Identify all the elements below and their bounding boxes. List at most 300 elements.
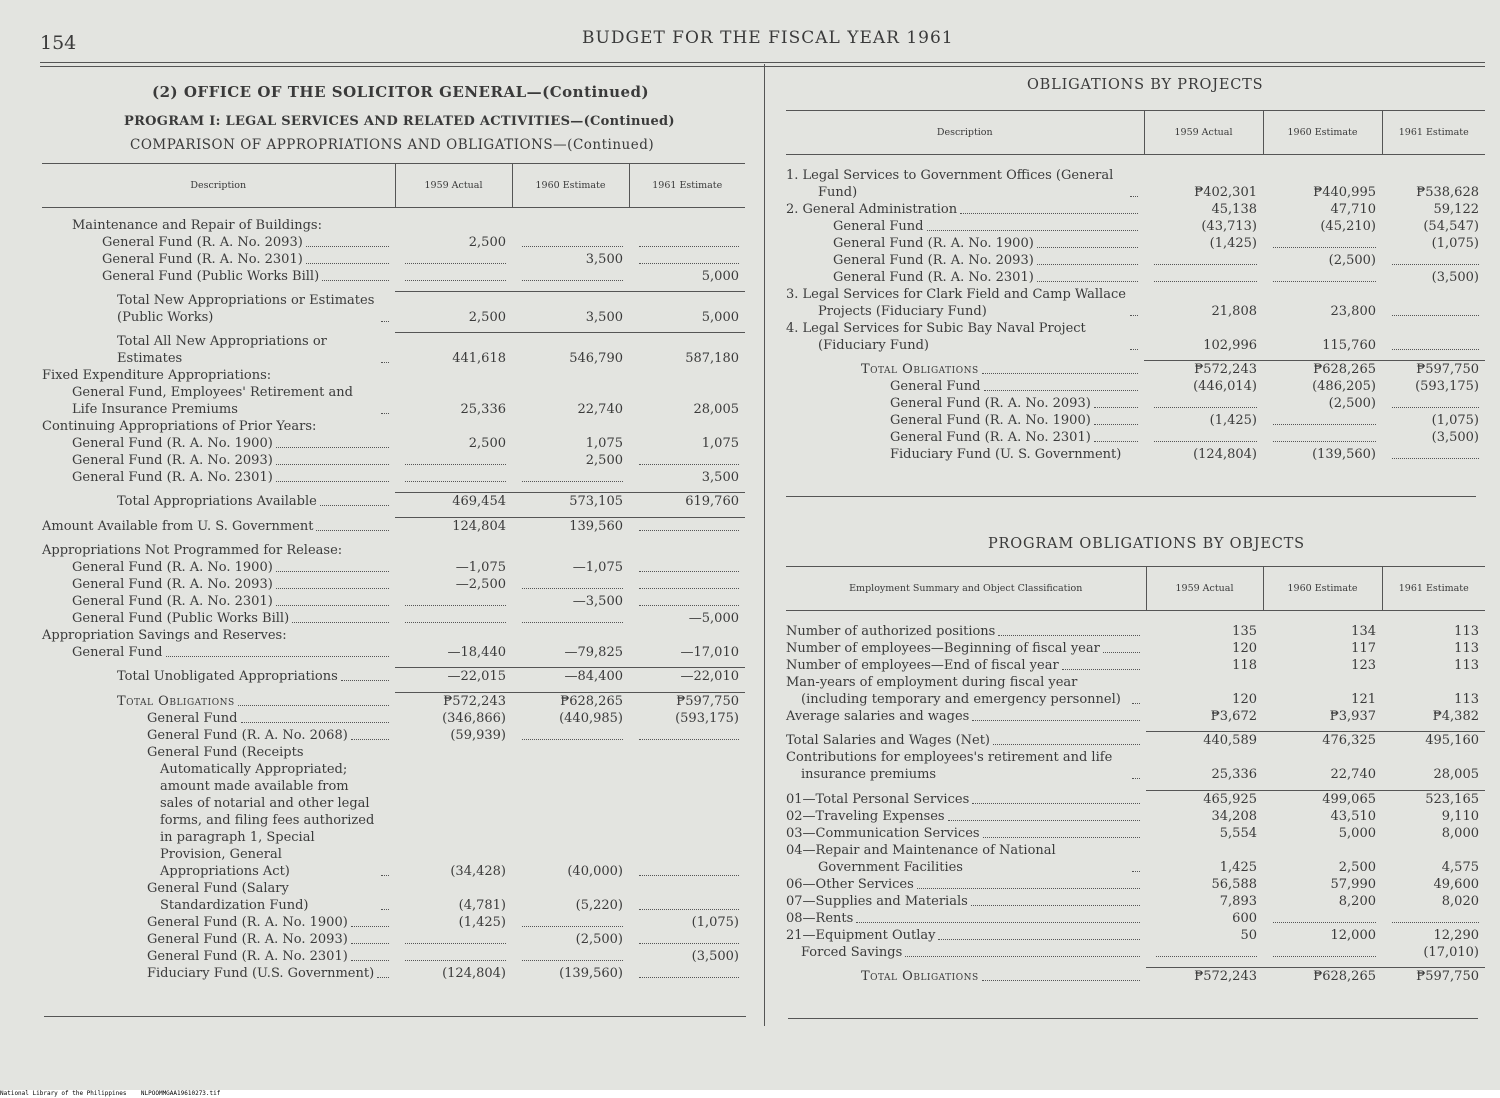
row-label: General Fund (R. A. No. 2301): [72, 469, 273, 485]
table-row: [786, 167, 1485, 201]
row-label: General Fund (R. A. No. 2301): [147, 948, 348, 964]
cell-value: ₱3,937: [1329, 708, 1376, 724]
cell-value: [629, 234, 745, 251]
leader-dots: [972, 720, 1140, 721]
row-label: Total All New Appropriations or Estimates: [117, 333, 327, 366]
cell-value: (54,547): [1423, 218, 1479, 234]
cell-value: [629, 251, 745, 268]
table-row: [786, 657, 1485, 674]
table-row: [786, 910, 1485, 927]
table-row: [42, 644, 745, 661]
cell-value: [512, 469, 629, 486]
cell-value: 573,105: [512, 493, 629, 511]
leader-dots: [306, 263, 389, 264]
table-row: [786, 640, 1485, 657]
empty-cell-dots: [1273, 441, 1376, 442]
empty-cell-dots: [639, 246, 739, 247]
cell-value: (346,866): [442, 710, 506, 726]
row-label: Continuing Appropriations of Prior Years:: [42, 418, 317, 434]
cell-value: (1,075): [1431, 413, 1479, 428]
table-row: [786, 732, 1485, 750]
cell-value: 2,500: [395, 292, 512, 326]
leader-dots: [351, 739, 389, 740]
table-row: [786, 808, 1485, 825]
leader-dots: [351, 943, 389, 944]
table-row: [42, 452, 745, 469]
cell-value: 619,760: [629, 493, 745, 511]
column-header: Employment Summary and Object Classification: [786, 567, 1146, 611]
projects-title: OBLIGATIONS BY PROJECTS: [1027, 77, 1264, 93]
cell-value: 4,575: [1441, 859, 1479, 875]
left-bottom-rule: [44, 1016, 746, 1017]
cell-value: [512, 727, 629, 744]
cell-value: 495,160: [1382, 732, 1485, 750]
row-label: 1. Legal Services to Government Offices (General Fund): [786, 167, 1114, 200]
cell-value: 2,500: [468, 435, 506, 451]
table-row: [786, 790, 1485, 808]
cell-value: [629, 217, 745, 234]
cell-value: 499,065: [1263, 790, 1382, 808]
cell-value: [512, 418, 629, 435]
table-row: [786, 378, 1485, 395]
cell-value: (1,075): [1431, 235, 1479, 251]
cell-value: [1382, 910, 1485, 927]
cell-value: (3,500): [691, 948, 739, 964]
empty-cell-dots: [1273, 956, 1376, 957]
cell-value: 22,740: [577, 401, 623, 417]
cell-value: —5,000: [688, 610, 739, 626]
leader-dots: [320, 505, 389, 506]
cell-value: 115,760: [1322, 337, 1376, 353]
table-row: [42, 384, 745, 418]
cell-value: 1,075: [701, 435, 739, 451]
cell-value: 28,005: [1433, 767, 1479, 782]
leader-dots: [948, 820, 1140, 821]
row-label: Fixed Expenditure Appropriations:: [42, 367, 272, 383]
leader-dots: [1132, 871, 1140, 872]
table-row: [786, 893, 1485, 910]
cell-value: [512, 542, 629, 559]
empty-cell-dots: [639, 943, 739, 944]
cell-value: 9,110: [1441, 808, 1479, 824]
empty-cell-dots: [1392, 458, 1479, 459]
cell-value: 118: [1232, 657, 1257, 673]
empty-cell-dots: [405, 481, 506, 482]
column-header: 1961 Estimate: [629, 164, 745, 208]
cell-value: [1382, 286, 1485, 320]
cell-value: 21,808: [1211, 303, 1257, 319]
table-row: [42, 744, 745, 880]
table-row: [42, 234, 745, 251]
table-row: [786, 286, 1485, 320]
empty-cell-dots: [405, 263, 506, 264]
table-row: [42, 559, 745, 576]
empty-cell-dots: [405, 960, 506, 961]
cell-value: ₱597,750: [629, 692, 745, 710]
row-label: 02—Traveling Expenses: [786, 808, 945, 824]
cell-value: 7,893: [1219, 893, 1257, 909]
cell-value: (2,500): [1328, 396, 1376, 411]
empty-cell-dots: [639, 588, 739, 589]
cell-value: [629, 452, 745, 469]
cell-value: 45,138: [1211, 201, 1257, 217]
leader-dots: [381, 321, 389, 322]
table-row: [786, 708, 1485, 725]
cell-value: [1382, 252, 1485, 269]
footer-file: NLPOOMMGAA19610273.tif: [140, 1090, 221, 1097]
leader-dots: [351, 926, 389, 927]
cell-value: [512, 268, 629, 285]
empty-cell-dots: [522, 926, 623, 927]
objects-bottom-rule: [788, 1018, 1478, 1019]
cell-value: 50: [1240, 927, 1257, 943]
cell-value: ₱628,265: [1263, 968, 1382, 986]
footer-source: National Library of the Philippines: [0, 1090, 127, 1097]
table-row: [786, 218, 1485, 235]
cell-value: [1382, 395, 1485, 412]
table-row: [786, 201, 1485, 218]
row-label: 04—Repair and Maintenance of National Government Facilities: [786, 842, 1056, 875]
cell-value: [1144, 252, 1263, 269]
cell-value: 2,500: [585, 452, 623, 468]
cell-value: 12,290: [1433, 927, 1479, 943]
empty-cell-dots: [1154, 281, 1257, 282]
cell-value: [629, 727, 745, 744]
leader-dots: [316, 530, 389, 531]
leader-dots: [1037, 247, 1138, 248]
table-row: [42, 435, 745, 452]
row-label: General Fund (R. A. No. 2093): [890, 396, 1091, 411]
projects-table: [786, 110, 1485, 463]
cell-value: 56,588: [1211, 876, 1257, 892]
cell-value: 2,500: [468, 234, 506, 250]
cell-value: 3,500: [701, 469, 739, 485]
table-row: [42, 727, 745, 744]
cell-value: [629, 627, 745, 644]
table-row: [786, 825, 1485, 842]
table-row: [42, 268, 745, 285]
table-row: [42, 692, 745, 710]
leader-dots: [1094, 424, 1138, 425]
cell-value: 3,500: [585, 251, 623, 267]
cell-value: —22,010: [629, 668, 745, 686]
cell-value: (40,000): [567, 863, 623, 879]
empty-cell-dots: [639, 530, 739, 531]
row-label: General Fund (R. A. No. 2301): [833, 269, 1034, 285]
cell-value: (3,500): [1431, 269, 1479, 285]
column-header: Description: [42, 164, 395, 208]
cell-value: ₱4,382: [1432, 708, 1479, 724]
table-row: [786, 446, 1485, 463]
table-row: [786, 876, 1485, 893]
objects-table: [786, 566, 1485, 985]
cell-value: 8,000: [1441, 825, 1479, 841]
leader-dots: [292, 622, 389, 623]
cell-value: [1382, 446, 1485, 463]
cell-value: 120: [1232, 640, 1257, 656]
empty-cell-dots: [1392, 349, 1479, 350]
empty-cell-dots: [1392, 407, 1479, 408]
cell-value: 587,180: [629, 333, 745, 367]
cell-value: 22,740: [1330, 767, 1376, 782]
cell-value: [1263, 269, 1382, 286]
cell-value: [395, 469, 512, 486]
empty-cell-dots: [639, 875, 739, 876]
leader-dots: [276, 447, 389, 448]
row-label: General Fund (R. A. No. 1900): [72, 559, 273, 575]
row-label: Appropriations Not Programmed for Release:: [42, 542, 343, 558]
table-row: [786, 320, 1485, 354]
cell-value: 34,208: [1211, 808, 1257, 824]
cell-value: [1263, 910, 1382, 927]
empty-cell-dots: [522, 280, 623, 281]
empty-cell-dots: [1273, 247, 1376, 248]
row-label: General Fund: [147, 710, 238, 726]
empty-cell-dots: [1154, 407, 1257, 408]
row-label: General Fund (R. A. No. 2301): [102, 251, 303, 267]
cell-value: 546,790: [512, 333, 629, 367]
empty-cell-dots: [1156, 956, 1257, 957]
cell-value: [395, 418, 512, 435]
row-label: General Fund, Employees' Retirement and Life Insurance Premiums: [72, 384, 353, 417]
table-row: [42, 948, 745, 965]
cell-value: (4,781): [458, 897, 506, 913]
cell-value: [1263, 235, 1382, 252]
empty-cell-dots: [639, 263, 739, 264]
leader-dots: [938, 939, 1140, 940]
cell-value: 123: [1351, 657, 1376, 673]
cell-value: 120: [1232, 691, 1257, 707]
cell-value: [1146, 944, 1263, 961]
table-row: [42, 251, 745, 268]
column-header: Description: [786, 111, 1144, 155]
row-label: General Fund: [890, 379, 981, 394]
cell-value: (139,560): [1312, 447, 1376, 462]
cell-value: (1,425): [1209, 413, 1257, 428]
cell-value: 43,510: [1330, 808, 1376, 824]
empty-cell-dots: [522, 588, 623, 589]
leader-dots: [1130, 315, 1138, 316]
row-label: Amount Available from U. S. Government: [42, 518, 314, 534]
cell-value: [395, 217, 512, 234]
row-label: Contributions for employees's retirement and life insurance premiums: [786, 750, 1113, 782]
cell-value: (486,205): [1312, 379, 1376, 394]
row-label: Maintenance and Repair of Buildings:: [72, 217, 322, 233]
cell-value: 59,122: [1433, 201, 1479, 217]
leader-dots: [1130, 196, 1138, 197]
cell-value: —79,825: [564, 644, 623, 660]
cell-value: —1,075: [455, 559, 506, 575]
leader-dots: [1037, 281, 1138, 282]
cell-value: 121: [1351, 691, 1376, 707]
row-label: General Fund (R. A. No. 2093): [833, 252, 1034, 268]
cell-value: [395, 948, 512, 965]
cell-value: (1,075): [691, 914, 739, 930]
leader-dots: [927, 230, 1139, 231]
cell-value: ₱572,243: [395, 692, 512, 710]
table-row: [42, 217, 745, 234]
cell-value: [1144, 269, 1263, 286]
table-row: [42, 627, 745, 644]
empty-cell-dots: [405, 605, 506, 606]
row-label: General Fund (R. A. No. 1900): [833, 235, 1034, 251]
empty-cell-dots: [1273, 281, 1376, 282]
leader-dots: [993, 744, 1140, 745]
leader-dots: [276, 464, 389, 465]
leader-dots: [1094, 407, 1138, 408]
row-label: Fiduciary Fund (U.S. Government): [147, 965, 375, 981]
table-row: [42, 710, 745, 727]
empty-cell-dots: [405, 622, 506, 623]
column-header: 1959 Actual: [395, 164, 512, 208]
cell-value: ₱597,750: [1382, 361, 1485, 379]
leader-dots: [984, 390, 1139, 391]
row-label: General Fund (R. A. No. 1900): [147, 914, 348, 930]
header-rule: [40, 62, 1485, 63]
cell-value: ₱572,243: [1144, 361, 1263, 379]
table-row: [42, 610, 745, 627]
leader-dots: [972, 803, 1140, 804]
row-label: Fiduciary Fund (U. S. Government): [890, 447, 1122, 462]
table-row: [786, 395, 1485, 412]
cell-value: 25,336: [460, 401, 506, 417]
cell-value: ₱597,750: [1382, 968, 1485, 986]
leader-dots: [1132, 778, 1140, 779]
cell-value: —2,500: [455, 576, 506, 592]
cell-value: 8,020: [1441, 893, 1479, 909]
table-row: [42, 914, 745, 931]
column-header: 1960 Estimate: [512, 164, 629, 208]
row-label: 03—Communication Services: [786, 825, 980, 841]
table-row: [42, 367, 745, 384]
cell-value: [629, 744, 745, 880]
empty-cell-dots: [522, 739, 623, 740]
leader-dots: [917, 888, 1140, 889]
leader-dots: [905, 956, 1140, 957]
empty-cell-dots: [1273, 922, 1376, 923]
row-label: Number of employees—Beginning of fiscal year: [786, 640, 1100, 656]
cell-value: (45,210): [1320, 218, 1376, 234]
table-row: [786, 749, 1485, 783]
table-row: [42, 668, 745, 686]
cell-value: 134: [1351, 623, 1376, 639]
table-row: [42, 517, 745, 535]
cell-value: —84,400: [512, 668, 629, 686]
cell-value: (440,985): [559, 710, 623, 726]
cell-value: [395, 627, 512, 644]
table-row: [786, 674, 1485, 708]
objects-title: PROGRAM OBLIGATIONS BY OBJECTS: [988, 536, 1305, 552]
leader-dots: [351, 960, 389, 961]
table-row: [786, 842, 1485, 876]
cell-value: [1263, 944, 1382, 961]
table-row: [42, 292, 745, 326]
leader-dots: [276, 571, 389, 572]
empty-cell-dots: [1273, 424, 1376, 425]
cell-value: [512, 217, 629, 234]
cell-value: 57,990: [1330, 876, 1376, 892]
cell-value: ₱440,995: [1313, 184, 1376, 200]
row-label: General Fund (R. A. No. 2301): [72, 593, 273, 609]
cell-value: —17,010: [680, 644, 739, 660]
cell-value: (2,500): [575, 931, 623, 947]
cell-value: 469,454: [395, 493, 512, 511]
empty-cell-dots: [405, 943, 506, 944]
cell-value: [395, 593, 512, 610]
cell-value: [395, 367, 512, 384]
row-label: 3. Legal Services for Clark Field and Camp Wallace Projects (Fiduciary Fund): [786, 286, 1126, 319]
leader-dots: [381, 413, 389, 414]
cell-value: ₱572,243: [1146, 968, 1263, 986]
table-row: [786, 968, 1485, 986]
cell-value: ₱628,265: [1263, 361, 1382, 379]
row-label: Total Obligations: [861, 969, 979, 984]
cell-value: —18,440: [447, 644, 506, 660]
leader-dots: [276, 481, 389, 482]
leader-dots: [856, 922, 1140, 923]
cell-value: —1,075: [572, 559, 623, 575]
row-label: General Fund (R. A. No. 2301): [890, 430, 1091, 445]
cell-value: 5,554: [1219, 825, 1257, 841]
row-label: General Fund (R. A. No. 2093): [72, 452, 273, 468]
row-label: Appropriation Savings and Reserves:: [42, 627, 287, 643]
header-row: [786, 567, 1485, 611]
cell-value: (1,425): [458, 914, 506, 930]
cell-value: 117: [1351, 640, 1376, 656]
cell-value: [629, 965, 745, 982]
row-label: 2. General Administration: [786, 201, 958, 217]
leader-dots: [322, 280, 389, 281]
cell-value: 124,804: [395, 517, 512, 535]
table-row: [786, 412, 1485, 429]
cell-value: 49,600: [1433, 876, 1479, 892]
cell-value: [395, 610, 512, 627]
row-label: 4. Legal Services for Subic Bay Naval Project (Fiduciary Fund): [786, 320, 1086, 353]
leader-dots: [971, 905, 1140, 906]
section-title: (2) OFFICE OF THE SOLICITOR GENERAL—(Continued): [152, 83, 650, 101]
column-divider: [764, 64, 765, 1026]
row-label: General Fund (R. A. No. 1900): [72, 435, 273, 451]
row-label: Total New Appropriations or Estimates (Public Works): [117, 292, 375, 325]
cell-value: [512, 576, 629, 593]
empty-cell-dots: [1392, 315, 1479, 316]
empty-cell-dots: [639, 464, 739, 465]
table-row: [786, 361, 1485, 379]
row-label: Total Obligations: [117, 693, 235, 709]
leader-dots: [381, 875, 389, 876]
leader-dots: [1103, 652, 1140, 653]
cell-value: (2,500): [1328, 252, 1376, 268]
cell-value: [1263, 429, 1382, 446]
leader-dots: [276, 605, 389, 606]
cell-value: 47,710: [1330, 201, 1376, 217]
cell-value: [512, 234, 629, 251]
leader-dots: [982, 373, 1138, 374]
cell-value: 523,165: [1382, 790, 1485, 808]
cell-value: 12,000: [1330, 927, 1376, 943]
cell-value: 25,336: [1211, 767, 1257, 782]
column-header: 1961 Estimate: [1382, 111, 1485, 155]
column-header: 1961 Estimate: [1382, 567, 1485, 611]
cell-value: [512, 914, 629, 931]
column-header: 1959 Actual: [1144, 111, 1263, 155]
empty-cell-dots: [522, 246, 623, 247]
empty-cell-dots: [522, 622, 623, 623]
row-label: Average salaries and wages: [786, 708, 970, 724]
cell-value: 476,325: [1263, 732, 1382, 750]
cell-value: [512, 627, 629, 644]
table-row: [786, 235, 1485, 252]
